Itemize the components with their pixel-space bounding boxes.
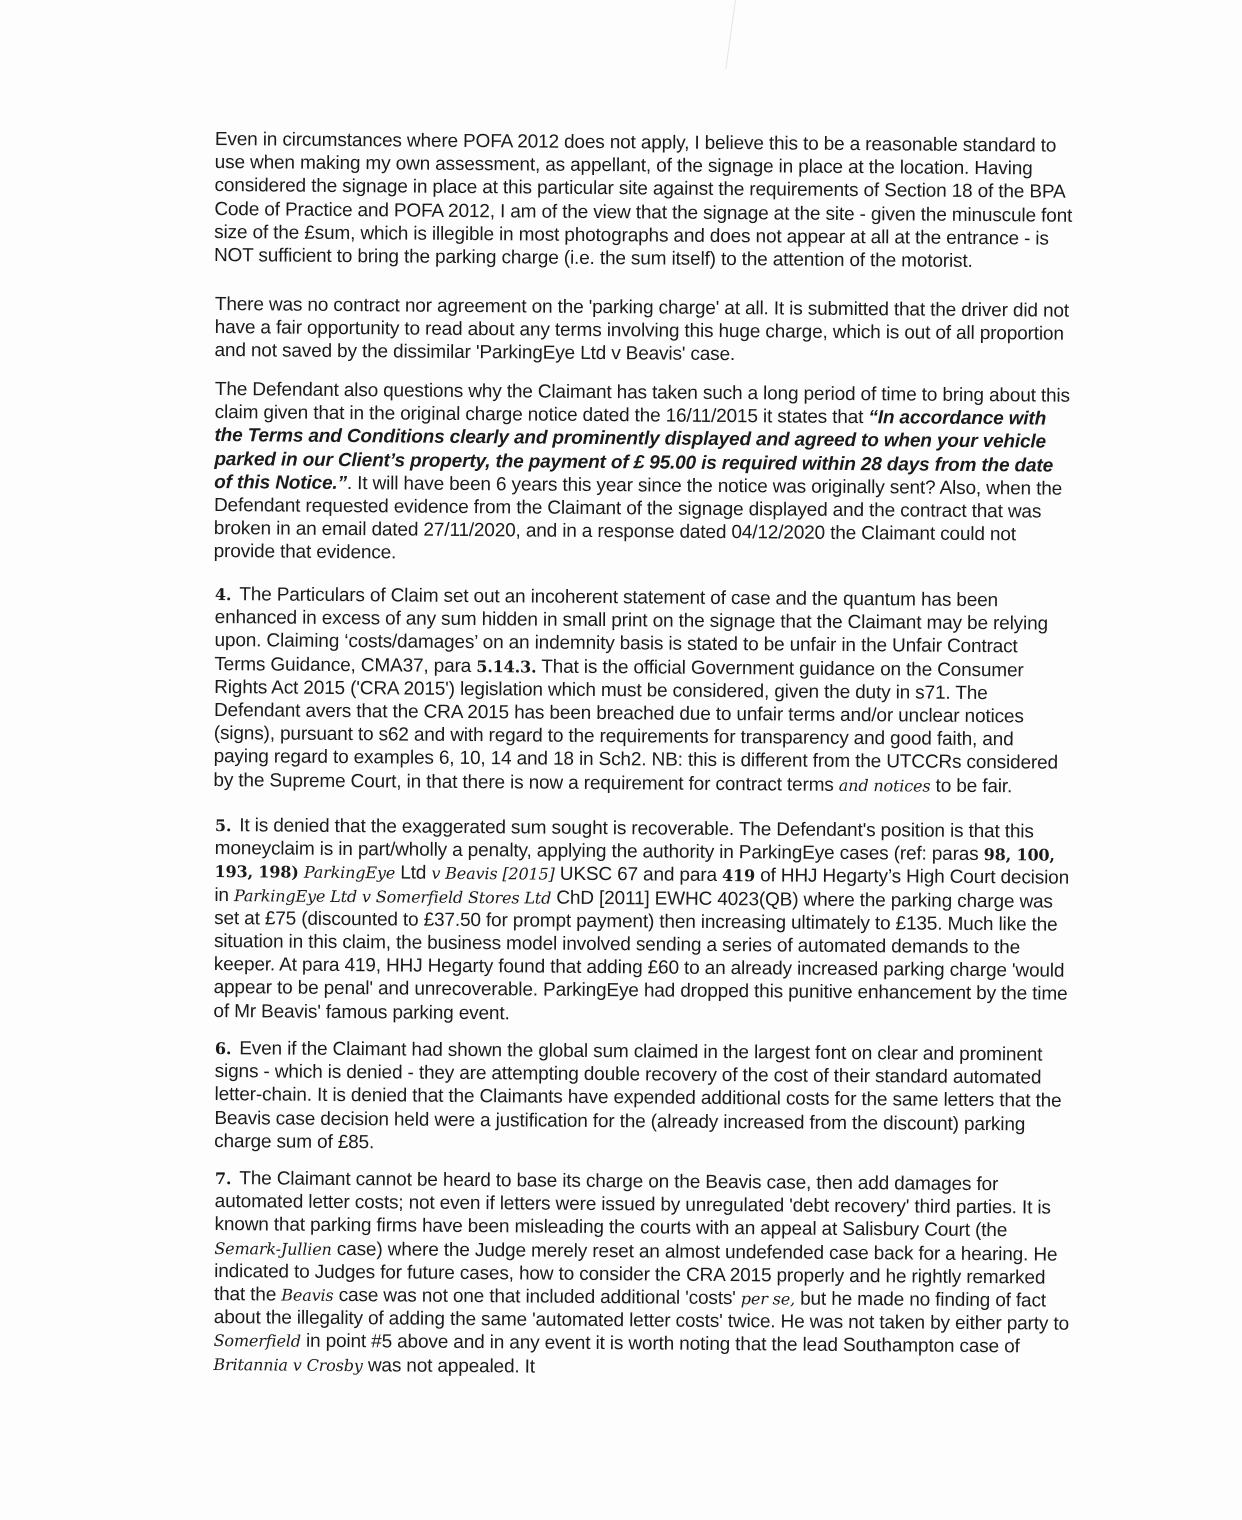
p7-number: 7. <box>214 1169 232 1189</box>
p7-text-c: case was not one that included additional 'costs' <box>333 1285 741 1310</box>
p7-britannia-v-crosby: Britannia v Crosby <box>213 1354 363 1375</box>
p7-semark-jullien: Semark-Jullien <box>214 1238 332 1259</box>
p6-number: 6. <box>214 1039 232 1059</box>
p5-paras-ref: 98, 100, 193, 198) <box>214 845 1055 883</box>
p5-text-d: ChD [2011] EWHC 4023(QB) where the parking charge was set at £75 (discounted to £37.50 for prompt payment) then increasing ultimately to £135. Much like the situation in this claim, the business model involved sending a series of automated demands to the keeper. At para 419, HHJ Hegarty found that adding £60 to an already increased parking charge 'would appear to be penal' and unrecoverable. ParkingEye had dropped this punitive enhancement by the time of Mr Beavis' famous parking event. <box>213 887 1068 1025</box>
p4-text-b: That is the official Government guidance on the Consumer Rights Act 2015 ('CRA 2015') legislation which must be considered, given the duty in s71. The Defendant avers that the CRA 2015 has been breached due to unfair terms and/or unclear notices (signs), pursuant to s62 and with regard to the requirements for transparency and good faith, and paying regard to examples 6, 10, 14 and 18 in Sch2. NB: this is different from the UTCCRs considered by the Supreme Court, in that there is now a requirement for contract terms <box>213 656 1059 796</box>
paragraph-4-particulars <box>213 583 1073 799</box>
p5-text-b: UKSC 67 and para <box>554 864 723 887</box>
p7-text-e: in point #5 above and in any event it is worth noting that the lead Southampton case of <box>300 1331 1020 1358</box>
p7-text-d: but he made no finding of fact about the illegality of adding the same 'automated letter costs' twice. He was not taken by either party to <box>213 1288 1070 1336</box>
p5-v-beavis: v Beavis [2015] <box>431 864 555 885</box>
p4-number: 4. <box>214 585 232 605</box>
p5-para-419: 419 <box>721 866 756 886</box>
p5-number: 5. <box>214 816 232 836</box>
p7-text-a: The Claimant cannot be heard to base its charge on the Beavis case, then add damages for automated letter costs; not even if letters were issued by unregulated 'debt recovery' third parties. It is known that parking firms have been misleading the courts with an appeal at Salisbury Court (the <box>214 1168 1051 1242</box>
p4-and-notices: and notices <box>838 775 931 796</box>
paragraph-5-penalty <box>213 814 1073 1030</box>
p5-text-a: It is denied that the exaggerated sum sought is recoverable. The Defendant's position is that this moneyclaim is in part/wholly a penalty, applying the authority in ParkingEye cases (ref: paras <box>214 815 1034 866</box>
p5-ltd: Ltd <box>395 863 432 885</box>
paragraph-7-beavis-case <box>213 1167 1073 1383</box>
paragraph-signage-assessment <box>214 128 1073 274</box>
p3-text-a: The Defendant also questions why the Claimant has taken such a long period of time to bring about this claim given that in the original charge notice dated the 16/11/2015 it states that <box>214 378 1070 429</box>
p7-somerfield: Somerfield <box>213 1331 301 1352</box>
p3-notice-quote: “In accordance with the Terms and Conditions clearly and prominently displayed and agreed to when your vehicle parked in our Client’s property, the payment of £ 95.00 is required within 28 days from the date of this Notice.” <box>214 407 1054 494</box>
p2-text: There was no contract nor agreement on the 'parking charge' at all. It is submitted that the driver did not have a fair opportunity to read about any terms involving this huge charge, which is out of all proportion and not saved by the dissimilar 'ParkingEye Ltd v Beavis' case. <box>214 294 1070 366</box>
document-body <box>215 128 1073 1376</box>
p3-text-b: . It will have been 6 years this year since the notice was originally sent? Also, when the Defendant requested evidence from the Claimant of the signage displayed and the contract that was broken in an email dated 27/11/2020, and in a response dated 04/12/2020 the Claimant could not provide that evidence. <box>213 472 1063 564</box>
p4-text-c: to be fair. <box>930 775 1013 798</box>
scan-artifact-line <box>725 0 750 71</box>
p5-text-c: of HHJ Hegarty’s High Court decision in <box>214 865 1070 907</box>
paragraph-delay-question <box>214 378 1073 570</box>
p4-text-a: The Particulars of Claim set out an incoherent statement of case and the quantum has been enhanced in excess of any sum hidden in small print on the signage that the Claimant may be relying upon. Claiming ‘costs/damages’ on an indemnity basis is stated to be unfair in the Unfair Contract Terms Guidance, CMA37, para <box>214 584 1049 678</box>
p1-text: Even in circumstances where POFA 2012 does not apply, I believe this to be a reasonable standard to use when making my own assessment, as appellant, of the signage in place at the location. Having considered the signage in place at this particular site against the requirements of Section 18 of the BPA Code of Practice and POFA 2012, I am of the view that the signage at the site - given the minuscule font size of the £sum, which is illegible in most photographs and does not appear at all at the entrance - is NOT sufficient to bring the parking charge (i.e. the sum itself) to the attention of the motorist. <box>213 128 1073 272</box>
p5-somerfield-case: ParkingEye Ltd v Somerfield Stores Ltd <box>233 886 552 908</box>
p7-beavis: Beavis <box>281 1285 334 1306</box>
p6-text: Even if the Claimant had shown the global sum claimed in the largest font on clear and prominent signs - which is denied - they are attempting double recovery of the cost of their standard automated letter-chain. It is denied that the Claimants have expended additional costs for the same letters that the Beavis case decision held were a justification for the (already increased from the discount) parking charge sum of £85. <box>214 1038 1062 1154</box>
p7-text-f: was not appealed. It <box>362 1354 536 1378</box>
p5-parkingeye: ParkingEye <box>303 863 396 884</box>
p4-para-ref: 5.14.3. <box>476 657 537 677</box>
paragraph-no-contract <box>214 293 1073 369</box>
p7-text-b: case) where the Judge merely reset an almost undefended case back for a hearing. He indicated to Judges for future cases, how to consider the CRA 2015 properly and he rightly remarked that the <box>213 1238 1058 1306</box>
paragraph-6-double-recovery <box>214 1037 1073 1160</box>
p7-per-se: per se, <box>740 1289 796 1309</box>
